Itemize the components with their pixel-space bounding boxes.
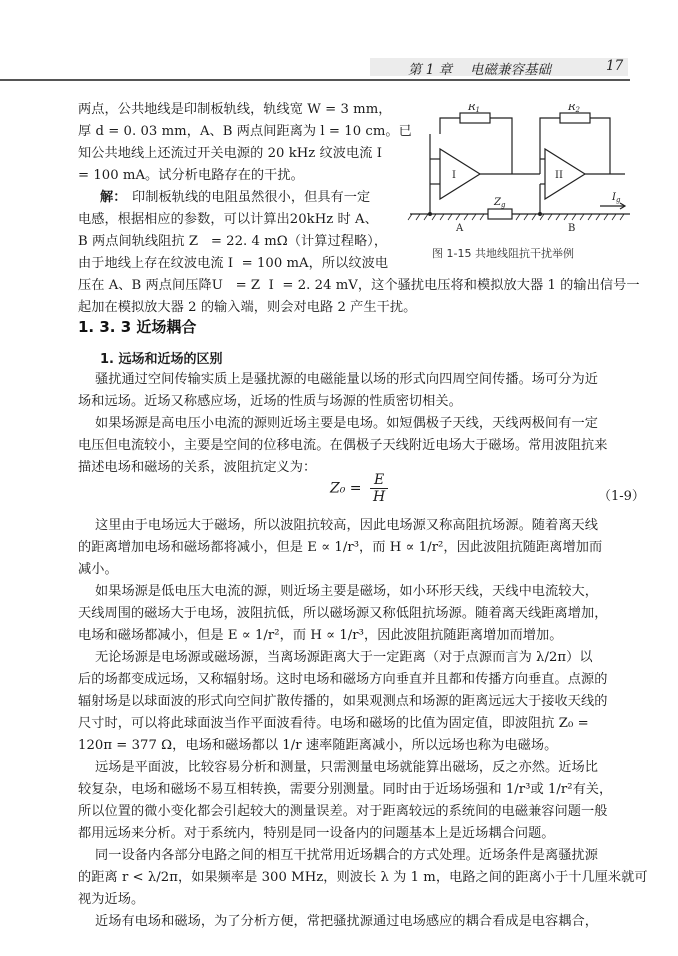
body2-line-1: 这里由于电场远大于磁场，所以波阻抗较高，因此电场源又称高阻抗场源。随着离天线 <box>78 518 598 533</box>
body2-line-18: 视为近场。 <box>78 892 145 907</box>
r1-wire-left <box>440 118 460 134</box>
body-line-1: 骚扰通过空间传输实质上是骚扰源的电磁能量以场的形式向四周空间传播。场可分为近 <box>78 372 598 387</box>
svg-text:R2: $R_2$ <box>568 104 580 114</box>
equation-1-9: Z₀ = $\frac{E}{H}$ <box>330 472 388 505</box>
solution-label: 解： <box>100 190 127 205</box>
node-b <box>538 212 542 216</box>
svg-text:R1: $R_1$ <box>468 104 480 114</box>
amp2-label: II <box>555 170 563 181</box>
ground-impedance-circuit-figure <box>400 104 635 234</box>
body2-line-19: 近场有电场和磁场，为了分析方便，常把骚扰源通过电场感应的耦合看成是电容耦合， <box>78 914 598 929</box>
subsection-title: 1. 远场和近场的区别 <box>100 352 223 367</box>
body2-line-17: 的距离 r < λ/2π，如果频率是 300 MHz，则波长 λ 为 1 m，电路之间的距离小于十几厘米就可 <box>78 870 648 885</box>
r2-resistor <box>560 113 590 123</box>
node-a <box>428 212 432 216</box>
zg-impedance <box>488 209 512 219</box>
equation-number: （1-9） <box>598 489 645 504</box>
section-title: 1. 3. 3 近场耦合 <box>78 318 197 336</box>
solution-line-3: B 两点间轨线阻抗 Z = 22. 4 mΩ（计算过程略）， <box>78 234 388 249</box>
body-line-5: 描述电场和磁场的关系，波阻抗定义为： <box>78 460 317 475</box>
body2-line-13: 较复杂，电场和磁场不易互相转换，需要分别测量。同时由于近场场强和 1/r³或 1/r²有关， <box>78 782 613 797</box>
para-top-line-4: = 100 mA。试分析电路存在的干扰。 <box>78 168 304 183</box>
body2-line-6: 电场和磁场都减小，但是 E ∝ 1/r²，而 H ∝ 1/r³，因此波阻抗随距离增加而增加。 <box>78 628 563 643</box>
body2-line-9: 辐射场是以球面波的形式向空间扩散传播的，如果观测点和场源的距离远远大于接收天线的 <box>78 694 608 709</box>
amp2-triangle <box>545 149 585 199</box>
body2-line-12: 远场是平面波，比较容易分析和测量，只需测量电场就能算出磁场，反之亦然。近场比 <box>78 760 598 775</box>
r1-wire-right <box>490 118 512 174</box>
body2-line-8: 后的场都变成远场，又称辐射场。这时电场和磁场方向垂直并且都和传播方向垂直。点源的 <box>78 672 608 687</box>
body2-line-2: 的距离增加电场和磁场都将减小，但是 E ∝ 1/r³，而 H ∝ 1/r²，因此波阻抗随距离增加而 <box>78 540 603 555</box>
point-a-label: A <box>456 223 464 234</box>
solution-line-2: 电感，根据相应的参数，可以计算出20kHz 时 A、 <box>78 212 378 227</box>
chapter-number: 第 1 章 <box>408 62 453 78</box>
amp1-triangle <box>440 149 480 199</box>
solution-line-1: 印制板轨线的电阻虽然很小，但具有一定 <box>132 190 371 205</box>
chapter-title: 电磁兼容基础 <box>470 62 551 78</box>
body-line-2: 场和远场。近场又称感应场，近场的性质与场源的性质密切相关。 <box>78 394 462 409</box>
point-b-label: B <box>568 223 576 234</box>
para-top-line-3: 知公共地线上还流过开关电源的 20 kHz 纹波电流 I <box>78 146 382 161</box>
r1-resistor <box>460 113 490 123</box>
body2-line-16: 同一设备内各部分电路之间的相互干扰常用近场耦合的方式处理。近场条件是离骚扰源 <box>78 848 598 863</box>
body2-line-4: 如果场源是低电压大电流的源，则近场主要是磁场，如小环形天线，天线中电流较大， <box>78 584 598 599</box>
page-number: 17 <box>606 58 624 74</box>
amp1-label: I <box>452 170 456 181</box>
body-line-3: 如果场源是高电压小电流的源则近场主要是电场。如短偶极子天线，天线两极间有一定 <box>78 416 598 431</box>
svg-text:Zg: $Z_g$ <box>494 197 506 209</box>
svg-text:Ig: $I_g$ <box>612 192 621 204</box>
body2-line-3: 减小。 <box>78 562 118 577</box>
body2-line-10: 尺寸时，可以将此球面波当作平面波看待。电场和磁场的比值为固定值，即波阻抗 Z₀ = <box>78 716 589 731</box>
body2-line-5: 天线周围的磁场大于电场，波阻抗低，所以磁场源又称低阻抗场源。随着离天线距离增加， <box>78 606 608 621</box>
para-top-line-1: 两点，公共地线是印制板轨线，轨线宽 W = 3 mm， <box>78 102 392 117</box>
solution-line-5: 压在 A、B 两点间压降U = Z I = 2. 24 mV，这个骚扰电压将和模拟放大器 1 的输出信号一 <box>78 278 640 293</box>
body2-line-11: 120π = 377 Ω，电场和磁场都以 1/r 速率随距离减小，所以远场也称为电磁场。 <box>78 738 558 753</box>
body-line-4: 电压但电流较小，主要是空间的位移电流。在偶极子天线附近电场大于磁场。常用波阻抗来 <box>78 438 608 453</box>
para-top-line-2: 厚 d = 0. 03 mm，A、B 两点间距离为 l = 10 cm。已 <box>78 124 412 139</box>
header-divider <box>0 79 630 81</box>
solution-line-4: 由于地线上存在纹波电流 I = 100 mA，所以纹波电 <box>78 256 389 271</box>
body2-line-15: 都用远场来分析。对于系统内，特别是同一设备内的问题基本上是近场耦合问题。 <box>78 826 555 841</box>
body2-line-7: 无论场源是电场源或磁场源，当离场源距离大于一定距离（对于点源而言为 λ/2π）以 <box>78 650 593 665</box>
figure-caption: 图 1-15 共地线阻抗干扰举例 <box>432 247 574 260</box>
body2-line-14: 所以位置的微小变化都会引起较大的测量误差。对于距离较远的系统间的电磁兼容问题一般 <box>78 804 608 819</box>
solution-line-6: 起加在模拟放大器 2 的输入端，则会对电路 2 产生干扰。 <box>78 300 417 315</box>
